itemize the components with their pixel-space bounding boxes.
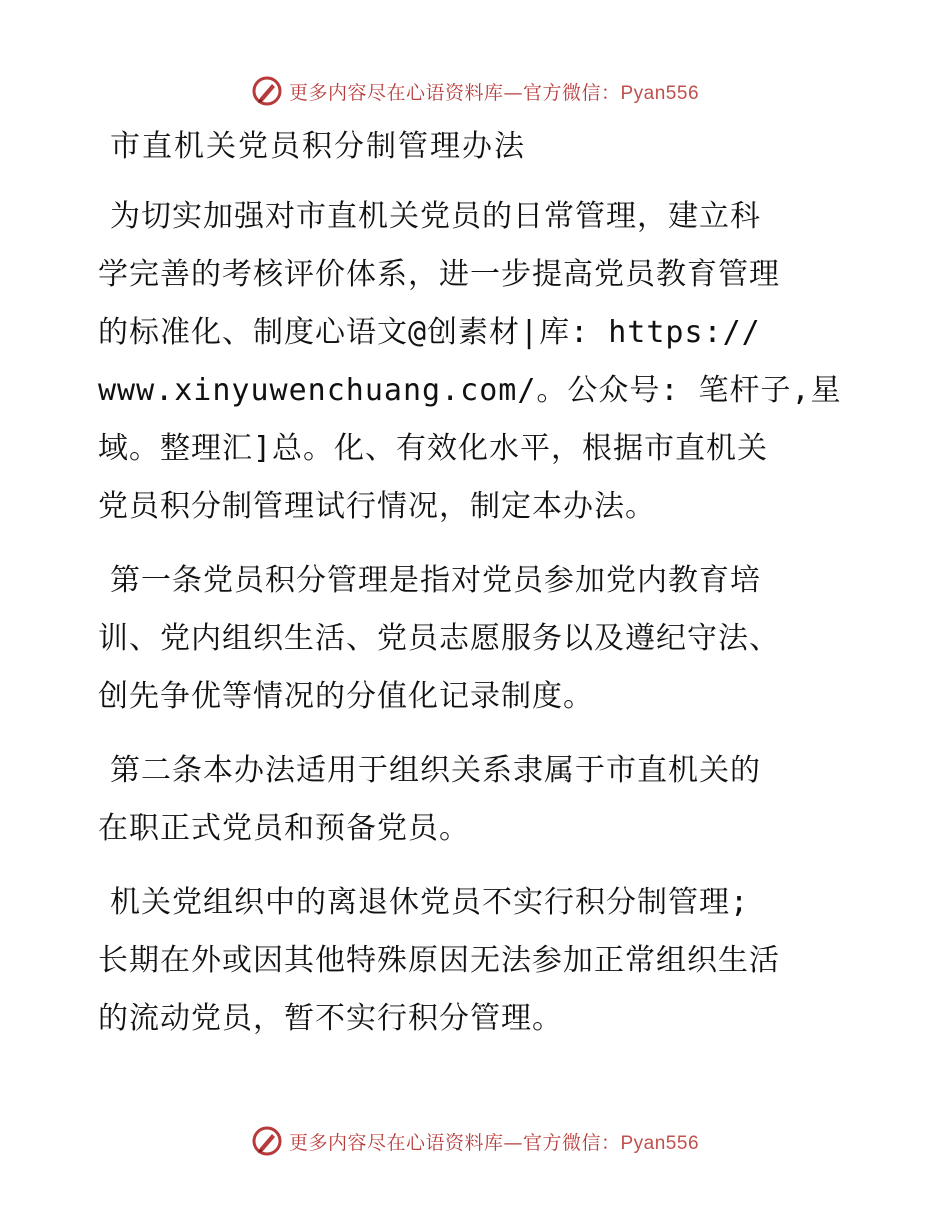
watermark-wechat-id: Pyan556: [620, 82, 700, 104]
watermark-text: [289, 78, 699, 105]
paragraph-line: 党员积分制管理试行情况，制定本办法。: [98, 489, 656, 524]
watermark-wechat-id: Pyan556: [620, 1132, 700, 1154]
watermark-dash: —: [503, 81, 523, 104]
watermark-wechat-label: 官方微信：: [522, 81, 621, 104]
paragraph-line: 长期在外或因其他特殊原因无法参加正常组织生活: [98, 943, 780, 978]
watermark-text: [289, 1128, 699, 1155]
document-title: 市直机关党员积分制管理办法: [110, 129, 526, 164]
footer-watermark: [0, 1124, 950, 1158]
paragraph-line: 训、党内组织生活、党员志愿服务以及遵纪守法、: [98, 621, 780, 656]
document-body: [98, 124, 858, 1064]
paragraph-line: 的标准化、制度心语文@创素材|库: https://: [98, 315, 761, 350]
header-watermark: [0, 74, 950, 108]
paragraph-line: 第一条党员积分管理是指对党员参加党内教育培: [110, 563, 761, 598]
paragraph-intro: [98, 188, 858, 536]
paragraph-line: 第二条本办法适用于组织关系隶属于市直机关的: [110, 753, 761, 788]
pen-logo-icon: [251, 75, 283, 107]
paragraph-line: 创先争优等情况的分值化记录制度。: [98, 679, 594, 714]
watermark-brand: 更多内容尽在心语资料库: [288, 81, 504, 104]
watermark-brand: 更多内容尽在心语资料库: [288, 1131, 504, 1154]
paragraph-line: www.xinyuwenchuang.com/。公众号: 笔杆子,星: [98, 373, 842, 408]
paragraph-line: 为切实加强对市直机关党员的日常管理，建立科: [110, 199, 761, 234]
paragraph-article-2: [98, 742, 858, 858]
paragraph-article-1: [98, 552, 858, 726]
paragraph-line: 的流动党员，暂不实行积分管理。: [98, 1001, 563, 1036]
paragraph-line: 学完善的考核评价体系，进一步提高党员教育管理: [98, 257, 780, 292]
paragraph-line: 机关党组织中的离退休党员不实行积分制管理;: [110, 885, 750, 920]
paragraph-line: 在职正式党员和预备党员。: [98, 811, 470, 846]
paragraph-line: 域。整理汇]总。化、有效化水平，根据市直机关: [98, 431, 769, 466]
pen-logo-icon: [251, 1125, 283, 1157]
watermark-dash: —: [503, 1131, 523, 1154]
paragraph-exclusions: [98, 874, 858, 1048]
watermark-wechat-label: 官方微信：: [522, 1131, 621, 1154]
